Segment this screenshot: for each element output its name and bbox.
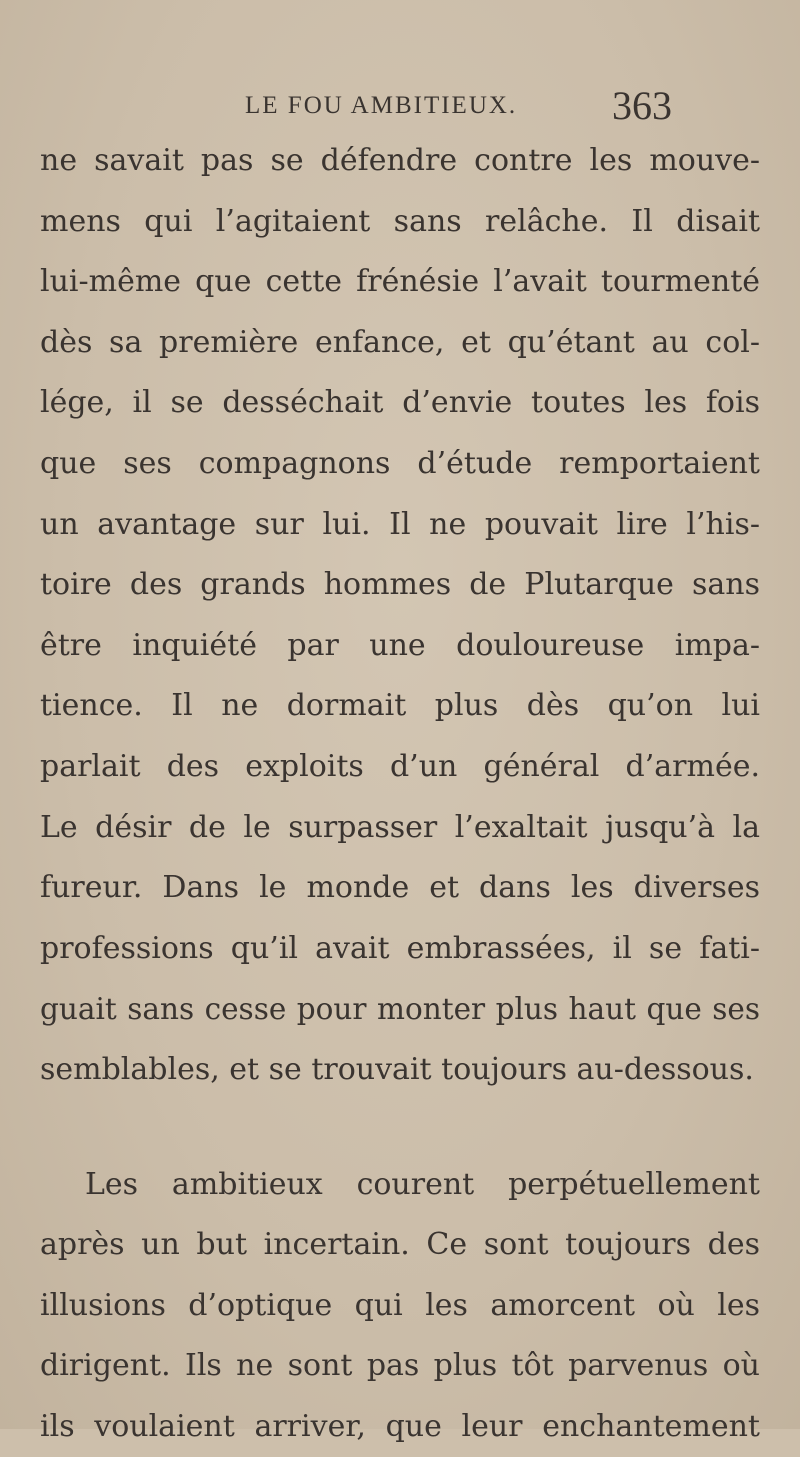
text-line: toire des grands hommes de Plutarque sans [40,555,760,616]
text-line: mens qui l’agitaient sans relâche. Il disait [40,192,760,253]
text-line: dirigent. Ils ne sont pas plus tôt parvenus où [40,1336,760,1397]
text-line: un avantage sur lui. Il ne pouvait lire l’his- [40,495,760,556]
paragraph-1 [40,131,760,1101]
text-line: semblables, et se trouvait toujours au-dessous. [40,1040,760,1101]
text-line: guait sans cesse pour monter plus haut que ses [40,979,760,1040]
text-line: tience. Il ne dormait plus dès qu’on lui [40,676,760,737]
text-line: parlait des exploits d’un général d’armée. [40,737,760,798]
text-line: illusions d’optique qui les amorcent où les [40,1276,760,1337]
paragraph-spacer [40,1101,760,1155]
text-line: être inquiété par une douloureuse impa- [40,616,760,677]
text-line: après un but incertain. Ce sont toujours des [40,1215,760,1276]
text-line: professions qu’il avait embrassées, il se fati- [40,919,760,980]
running-head: LE FOU AMBITIEUX. [245,92,517,120]
text-line: Le désir de le surpasser l’exaltait jusqu’à la [40,798,760,859]
text-line: lui-même que cette frénésie l’avait tourmenté [40,252,760,313]
text-line: lége, il se desséchait d’envie toutes les fois [40,373,760,434]
body-text [40,131,760,1457]
text-line: que ses compagnons d’étude remportaient [40,434,760,495]
text-line: ils voulaient arriver, que leur enchantement [40,1397,760,1457]
text-line: ne savait pas se défendre contre les mouve- [40,131,760,192]
paragraph-2 [40,1155,760,1457]
text-line: dès sa première enfance, et qu’étant au col- [40,313,760,374]
text-line: fureur. Dans le monde et dans les diverses [40,858,760,919]
text-line: Les ambitieux courent perpétuellement [40,1155,760,1216]
page-header [0,78,800,128]
page-number: 363 [612,82,672,129]
